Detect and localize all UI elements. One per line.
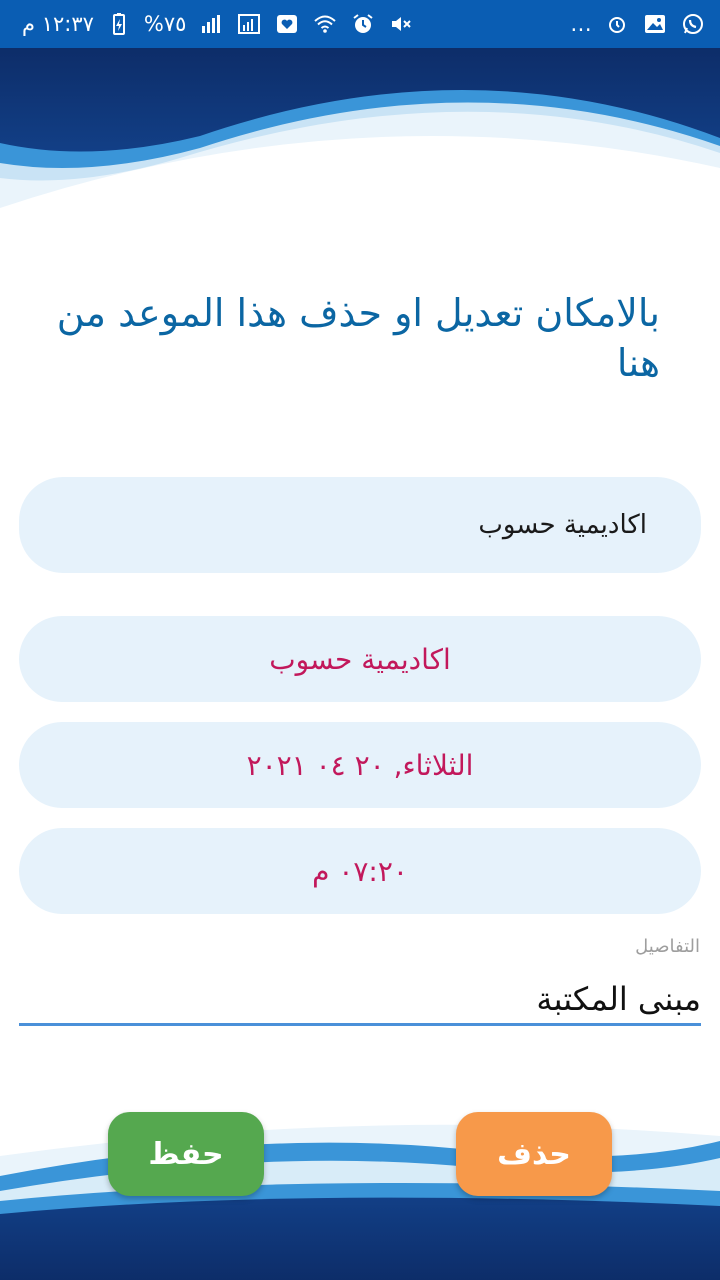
status-bar: [0, 0, 720, 48]
appointment-name-display: [19, 616, 701, 702]
details-label: التفاصيل: [635, 936, 700, 957]
header-wave-background: [0, 48, 720, 248]
alarm-icon: [350, 11, 376, 37]
date-picker-field[interactable]: [19, 722, 701, 808]
footer-wave-background: [0, 1096, 720, 1280]
gallery-icon: [642, 11, 668, 37]
more-notifications: ...: [570, 12, 592, 36]
heart-notification-icon: [274, 11, 300, 37]
whatsapp-icon: [680, 11, 706, 37]
title-input[interactable]: [71, 509, 649, 541]
details-input[interactable]: [19, 975, 701, 1026]
alarm-small-icon: [604, 11, 630, 37]
battery-percent: %٧٥: [143, 12, 187, 36]
save-button[interactable]: حفظ: [108, 1112, 264, 1196]
mute-icon: [388, 11, 414, 37]
status-bar-right: [570, 11, 706, 37]
appointment-name-text: اكاديمية حسوب: [269, 642, 451, 676]
page-heading: بالامكان تعديل او حذف هذا الموعد من هنا: [56, 291, 660, 385]
wifi-icon: [312, 11, 338, 37]
battery-icon: [106, 11, 132, 37]
signal-box-icon: [236, 11, 262, 37]
status-bar-left: [22, 11, 414, 37]
status-time: ١٢:٣٧ م: [22, 12, 94, 36]
delete-button[interactable]: حذف: [456, 1112, 612, 1196]
title-field-container: [19, 477, 701, 573]
time-picker-field[interactable]: [19, 828, 701, 914]
signal-icon: [198, 11, 224, 37]
appointment-time-text: ٠٧:٢٠ م: [312, 854, 408, 888]
appointment-date-text: الثلاثاء, ٢٠ ٠٤ ٢٠٢١: [246, 748, 474, 782]
